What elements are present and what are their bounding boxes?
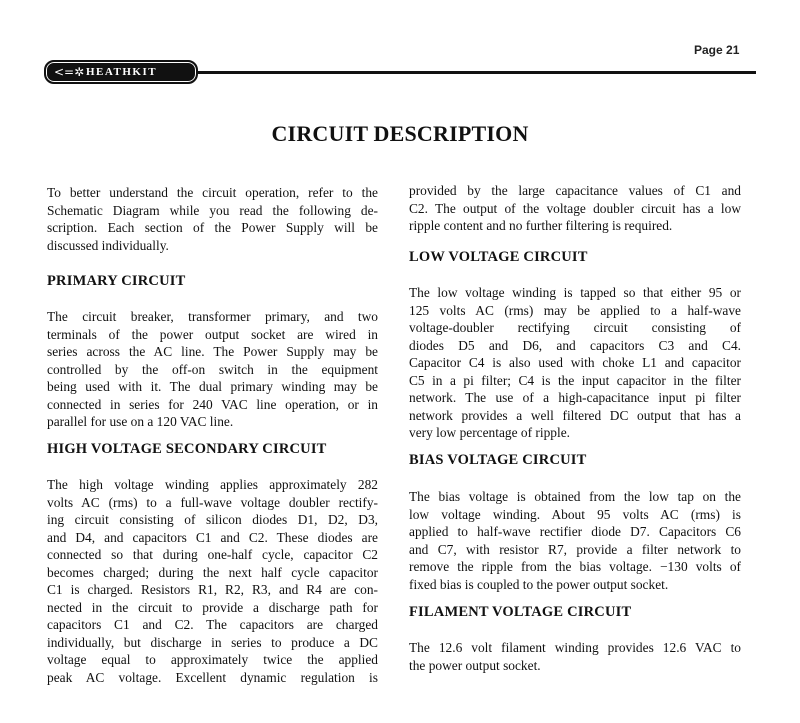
low-voltage-heading: LOW VOLTAGE CIRCUIT bbox=[409, 249, 588, 265]
text-line: nected in the circuit to provide a discharge path for bbox=[47, 599, 378, 615]
text-line: becomes charged; during the next half cycle capacitor bbox=[47, 564, 378, 580]
text-line: individually, but discharge in series to produce a DC bbox=[47, 634, 378, 650]
high-voltage-heading: HIGH VOLTAGE SECONDARY CIRCUIT bbox=[47, 441, 327, 457]
text-line: and D4, and capacitors C1 and C2. These diodes are bbox=[47, 529, 378, 545]
filament-voltage-heading: FILAMENT VOLTAGE CIRCUIT bbox=[409, 604, 632, 620]
filament-voltage-paragraph bbox=[409, 639, 741, 674]
page-number: Page 21 bbox=[694, 43, 740, 57]
text-line: volts AC (rms) to a full-wave voltage doubler rectify- bbox=[47, 494, 378, 510]
text-line: the power output socket. bbox=[409, 657, 541, 673]
primary-circuit-heading: PRIMARY CIRCUIT bbox=[47, 273, 186, 289]
high-voltage-paragraph bbox=[47, 476, 378, 686]
bias-voltage-heading: BIAS VOLTAGE CIRCUIT bbox=[409, 452, 587, 468]
header-rule bbox=[196, 71, 756, 74]
text-line: diodes D5 and D6, and capacitors C3 and C4. bbox=[409, 337, 741, 353]
text-line: connected so that during one-half cycle, capacitor C2 bbox=[47, 547, 378, 562]
text-line: applied to half-wave rectifier diode D7. Capacitors C6 bbox=[409, 524, 741, 539]
text-line: voltage equal to approximately twice the applied bbox=[47, 652, 378, 667]
text-line: low voltage winding. About 95 volts AC (rms) is bbox=[409, 506, 741, 522]
bias-voltage-paragraph bbox=[409, 488, 741, 593]
text-line: 125 volts AC (rms) may be applied to a half-wave bbox=[409, 302, 741, 318]
text-line: voltage-doubler rectifying circuit consisting of bbox=[409, 320, 741, 335]
text-line: C2. The output of the voltage doubler circuit has a low bbox=[409, 200, 741, 216]
logo-text: HEATHKIT bbox=[86, 66, 158, 78]
text-line: connected in series for 240 VAC line operation, or in bbox=[47, 396, 378, 412]
text-line: C5 in a pi filter; C4 is the input capacitor in the filter bbox=[409, 372, 741, 388]
text-line: scription. Each section of the Power Supply will be bbox=[47, 220, 378, 235]
text-line: and C7, with resistor R7, provide a filter network to bbox=[409, 541, 741, 557]
text-line: Capacitor C4 is also used with choke L1 and capacitor bbox=[409, 355, 741, 370]
text-line: network. The use of a high-capacitance input pi filter bbox=[409, 390, 741, 405]
text-line: C1 is charged. Resistors R1, R2, R3, and R4 are con- bbox=[47, 582, 378, 597]
text-line: The circuit breaker, transformer primary, and two bbox=[47, 309, 378, 324]
text-line: To better understand the circuit operation, refer to the bbox=[47, 185, 378, 200]
text-line: The 12.6 volt filament winding provides 12.6 VAC to bbox=[409, 640, 741, 655]
heathkit-logo bbox=[44, 60, 198, 84]
text-line: series across the AC line. The Power Supply may be bbox=[47, 344, 378, 359]
text-line: parallel for use on a 120 VAC line. bbox=[47, 414, 234, 429]
text-line: terminals of the power output socket are wired in bbox=[47, 326, 378, 342]
intro-paragraph bbox=[47, 184, 378, 254]
text-line: ing circuit consisting of silicon diodes D1, D2, D3, bbox=[47, 512, 378, 527]
text-line: ripple content and no further filtering is required. bbox=[409, 218, 673, 233]
text-line: Schematic Diagram while you read the following de- bbox=[47, 202, 378, 218]
text-line: peak AC voltage. Excellent dynamic regulation is bbox=[47, 669, 378, 685]
primary-circuit-paragraph bbox=[47, 308, 378, 431]
text-line: capacitors C1 and C2. The capacitors are charged bbox=[47, 617, 378, 632]
text-line: remove the ripple from the bias voltage. −130 volts of bbox=[409, 559, 741, 574]
high-voltage-paragraph-continued bbox=[409, 182, 741, 235]
text-line: very low percentage of ripple. bbox=[409, 425, 570, 440]
page-title: CIRCUIT DESCRIPTION bbox=[271, 121, 529, 146]
text-line: network provides a well filtered DC output that has a bbox=[409, 407, 741, 423]
text-line: being used with it. The dual primary winding may be bbox=[47, 379, 378, 394]
text-line: The low voltage winding is tapped so that either 95 or bbox=[409, 285, 741, 300]
heathkit-emblem-icon: <=✲ bbox=[54, 65, 85, 79]
text-line: The bias voltage is obtained from the low tap on the bbox=[409, 489, 741, 504]
text-line: controlled by the off-on switch in the equipment bbox=[47, 361, 378, 377]
text-line: fixed bias is coupled to the power output socket. bbox=[409, 576, 669, 592]
text-line: provided by the large capacitance values of C1 and bbox=[409, 183, 741, 198]
low-voltage-paragraph bbox=[409, 284, 741, 442]
text-line: The high voltage winding applies approximately 282 bbox=[47, 477, 378, 492]
text-line: discussed individually. bbox=[47, 237, 169, 253]
